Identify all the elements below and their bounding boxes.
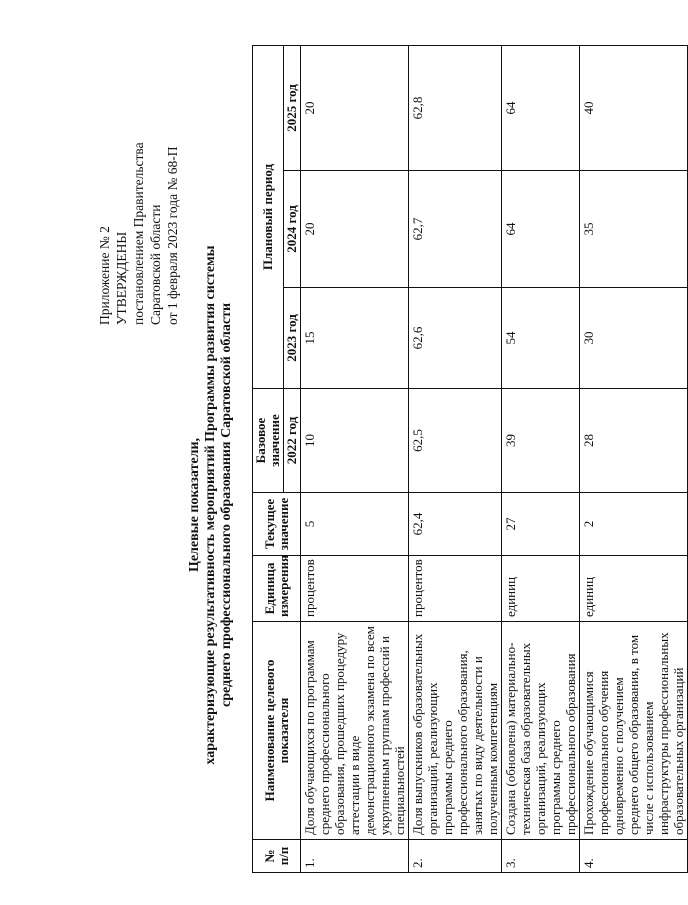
unit-cell: процентов xyxy=(409,556,502,622)
approval-line-3: от 1 февраля 2023 года № 68-П xyxy=(165,146,180,325)
approved-label: УТВЕРЖДЕНЫ xyxy=(114,231,129,325)
table-row xyxy=(502,46,580,873)
current-value-cell: 2 xyxy=(580,493,688,556)
header-2025: 2025 год xyxy=(284,46,301,171)
table-header-row xyxy=(253,46,284,873)
value-2024-cell: 20 xyxy=(301,171,409,288)
header-num: № п/п xyxy=(253,840,301,873)
value-2023-cell: 62,6 xyxy=(409,288,502,389)
value-2024-cell: 62,7 xyxy=(409,171,502,288)
appendix-number: Приложение № 2 xyxy=(97,226,112,325)
header-plan: Плановый период xyxy=(253,46,284,389)
value-2024-cell: 64 xyxy=(502,171,580,288)
title-line-1: Целевые показатели, xyxy=(187,437,202,573)
unit-cell: единиц xyxy=(502,556,580,622)
table-row xyxy=(580,46,688,873)
value-2025-cell: 64 xyxy=(502,46,580,171)
indicators-table xyxy=(252,45,688,873)
current-value-cell: 5 xyxy=(301,493,409,556)
value-2025-cell: 20 xyxy=(301,46,409,171)
indicator-name: Создана (обновлена) материально-техническая база образовательных организаций, реализующих программы среднего профессионального образования xyxy=(502,622,580,840)
current-value-cell: 62,4 xyxy=(409,493,502,556)
base-value-cell: 28 xyxy=(580,389,688,493)
indicator-name: Доля обучающихся по программам среднего профессионального образования, прошедших процедуру аттестации в виде демонстрационного экзамена по всем укрупненным группам профессий и специальностей xyxy=(301,622,409,840)
unit-cell: процентов xyxy=(301,556,409,622)
unit-cell: единиц xyxy=(580,556,688,622)
header-base-year: 2022 год xyxy=(284,389,301,493)
header-2024: 2024 год xyxy=(284,171,301,288)
table-row xyxy=(301,46,409,873)
header-current: Текущее значение xyxy=(253,493,301,556)
current-value-cell: 27 xyxy=(502,493,580,556)
value-2024-cell: 35 xyxy=(580,171,688,288)
base-value-cell: 10 xyxy=(301,389,409,493)
header-name: Наименование целевого показателя xyxy=(253,622,301,840)
value-2023-cell: 30 xyxy=(580,288,688,389)
indicator-name: Доля выпускников образовательных организаций, реализующих программы среднего профессионального образования, занятых по виду деятельности и полученным компетенциям xyxy=(409,622,502,840)
value-2025-cell: 40 xyxy=(580,46,688,171)
approval-line-1: постановлением Правительства xyxy=(131,142,146,325)
base-value-cell: 39 xyxy=(502,389,580,493)
header-unit: Единица измерения xyxy=(253,556,301,622)
header-2023: 2023 год xyxy=(284,288,301,389)
indicator-name: Прохождение обучающимися профессионального обучения одновременно с получением среднего общего образования, в том числе с использованием инфраструктуры профессиональных образовательных организаций xyxy=(580,622,688,840)
title-line-2: характеризующие результативность мероприятий Программы развития системы xyxy=(203,245,218,765)
row-number: 3. xyxy=(502,840,580,873)
title-line-3: среднего профессионального образования Саратовской области xyxy=(219,302,234,708)
row-number: 2. xyxy=(409,840,502,873)
value-2025-cell: 62,8 xyxy=(409,46,502,171)
value-2023-cell: 54 xyxy=(502,288,580,389)
base-value-cell: 62,5 xyxy=(409,389,502,493)
approval-stamp-block xyxy=(96,25,181,325)
row-number: 1. xyxy=(301,840,409,873)
row-number: 4. xyxy=(580,840,688,873)
header-base: Базовое значение xyxy=(253,389,284,493)
value-2023-cell: 15 xyxy=(301,288,409,389)
approval-line-2: Саратовской области xyxy=(148,204,163,325)
document-title xyxy=(187,245,235,765)
table-row xyxy=(409,46,502,873)
